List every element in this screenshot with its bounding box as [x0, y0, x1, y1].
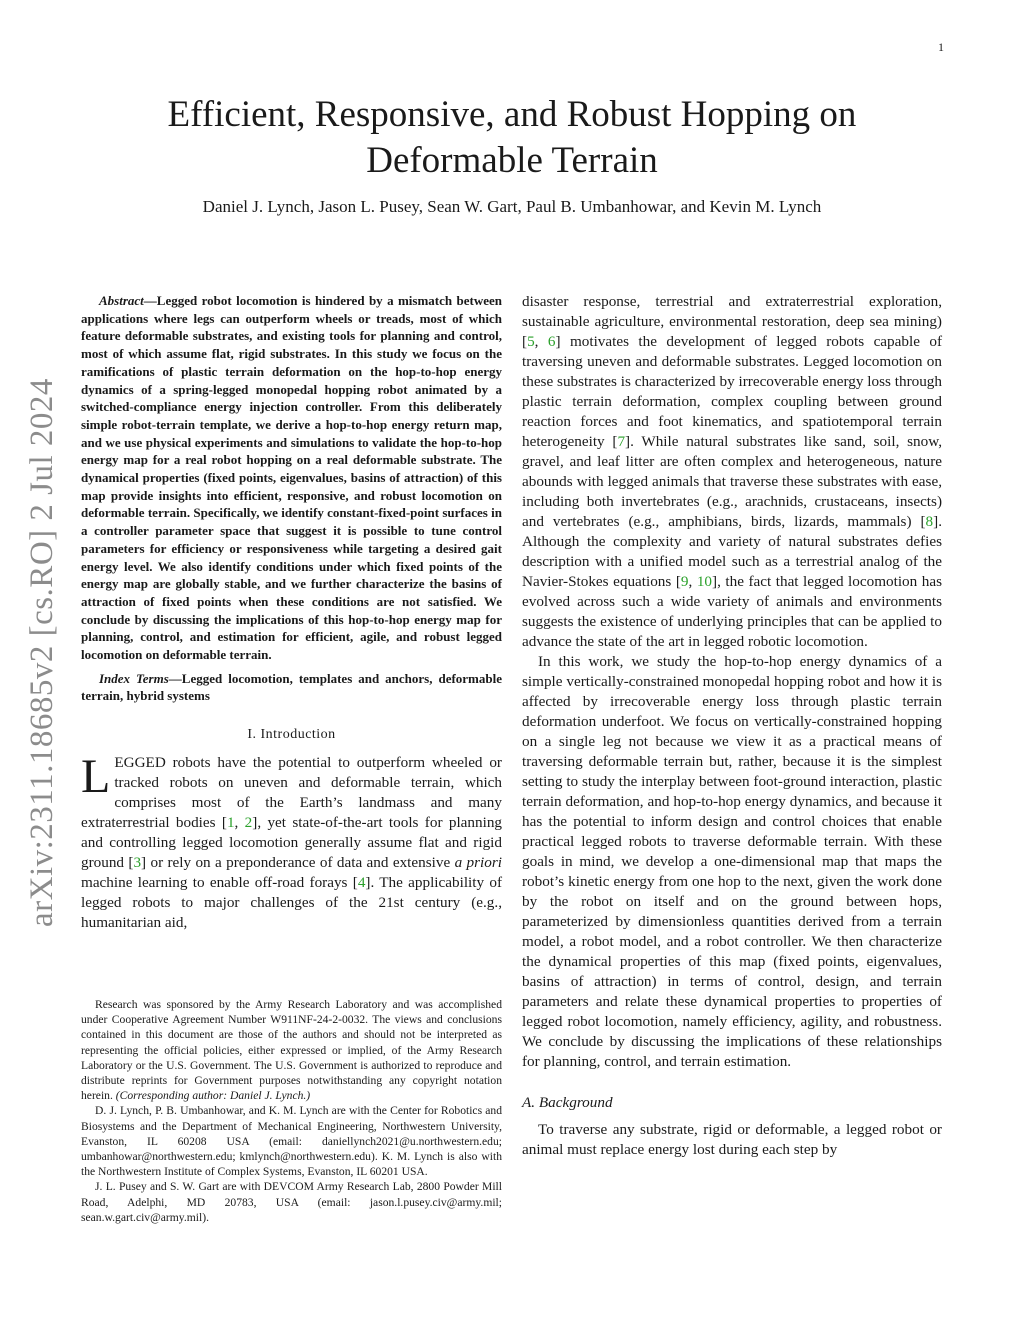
intro-text: EGGED robots have the potential to outperform wheeled or tracked robots on uneven and deformable terrain, which comprises most of the Earth’s landmass and many extraterrestrial bodies [: [81, 754, 502, 832]
abstract-text: —Legged robot locomotion is hindered by a mismatch between applications where legs can outperform wheels or treads, most of which feature deformable substrates, and existing tools for planning and control, most of which assume flat, rigid substrates. In this study we focus on the ramifications of plastic terrain deformation on the hop-to-hop energy dynamics of a spring-legged monopedal hopping robot animated by a switched-compliance energy injection controller. From this deliberately simple robot-terrain template, we derive a hop-to-hop energy return map, and we use physical experiments and simulations to validate the hop-to-hop energy map for a real robot hopping on a real deformable substrate. The dynamical properties (fixed points, eigenvalues, basins of attraction) of this map provide insights into efficient, responsive, and robust locomotion on deformable terrain. Specifically, we identify constant-fixed-point surfaces in a controller parameter space that suggest it is possible to tune control parameters for efficiency or responsiveness while targeting a desired gait energy level. We also identify conditions under which fixed points of the energy map are globally stable, and we further characterize the basins of attraction of fixed points when these conditions are not satisfied. We conclude by discussing the implications of this hop-to-hop energy map for planning, control, and estimation for efficient, agile, and robust legged locomotion on deformable terrain.: [81, 293, 502, 663]
index-terms-label: Index Terms: [99, 670, 169, 686]
intro-text: ], yet state-of-the-art tools for planning and controlling legged locomotion generally assume flat and rigid ground [: [81, 814, 503, 872]
funding-text: Research was sponsored by the Army Research Laboratory and was accomplished under Cooperative Agreement Number W911NF-24-2-0032. The views and conclusions contained in this document are those of the authors and should not be interpreted as representing the official policies, either expressed or implied, of the Army Research Laboratory or the U.S. Government. The U.S. Government is authorized to reproduce and distribute reprints for Government purposes notwithstanding any copyright notation herein.: [81, 998, 502, 1103]
index-terms-text: —Legged locomotion, templates and anchors, deformable terrain, hybrid systems: [81, 670, 503, 704]
abstract: [81, 292, 502, 664]
drop-cap: L: [81, 750, 111, 804]
body-paragraph: In this work, we study the hop-to-hop energy dynamics of a simple vertically-constrained monopedal hopping robot and how it is affected by irrecoverable energy loss through plastic terrain deformation underfoot. We focus on vertically-constrained hopping on a single leg not because we view it as a practical means of traversing deformable terrain but, rather, because it is the simplest setting to study the interplay between foot-ground interaction, plastic terrain deformation, and hop-to-hop energy dynamics, and because it has the potential to inform design and control choices that enable practical legged robots to traverse deformable terrain. With these goals in mind, we develop a one-dimensional map that maps the robot’s kinetic energy from one hop to the next, given the work done by the robot on itself and on the ground between hops, parameterized by dimensionless quantities derived from a terrain model, a robot model, and a robot controller. We then characterize the dynamical properties of this map (fixed points, eigenvalues, basins of attraction) in terms of control, design, and terrain parameters and relate these dynamical properties to properties of legged robot locomotion, namely efficiency, agility, and robustness. We conclude by discussing the implications of these relationships for planning, control, and terrain estimation.: [522, 653, 942, 1070]
intro-text: machine learning to enable off-road forays [: [81, 874, 358, 892]
citation-link[interactable]: 3: [133, 854, 142, 872]
body-text: ,: [534, 333, 548, 350]
intro-text: ] or rely on a preponderance of data and extensive: [141, 854, 455, 872]
body-text: ,: [688, 573, 697, 590]
subsection-heading-background: A. Background: [522, 1094, 613, 1111]
citation-link[interactable]: 10: [696, 573, 713, 590]
index-terms: [81, 670, 502, 705]
body-text: ] motivates the development of legged robots capable of traversing uneven and deformable substrates. Legged locomotion on these substrates is characterized by irrecoverable energy loss through plastic terrain deformation, complex coupling between ground reaction forces and foot kinematics, and spatiotemporal terrain heterogeneity [: [522, 333, 943, 450]
body-paragraph: To traverse any substrate, rigid or deformable, a legged robot or animal must replace energy lost during each step by: [522, 1121, 942, 1158]
citation-link[interactable]: 2: [244, 814, 253, 832]
citation-link[interactable]: 1: [226, 814, 235, 832]
footnotes: [81, 997, 502, 1225]
arxiv-identifier: arXiv:2311.18685v2 [cs.RO] 2 Jul 2024: [24, 378, 60, 927]
intro-italic: a priori: [454, 854, 502, 872]
body-text: ]. Although the complexity and variety of natural substrates defies description with a unified model such as a terrestrial analog of the Navier-Stokes equations [: [522, 513, 942, 590]
affiliation-footnote: J. L. Pusey and S. W. Gart are with DEVCOM Army Research Lab, 2800 Powder Mill Road, Adelphi, MD 20783, USA (email: jason.l.pusey.civ@army.mil; sean.w.gart.civ@army.mil).: [81, 1180, 502, 1224]
author-list: Daniel J. Lynch, Jason L. Pusey, Sean W. Gart, Paul B. Umbanhowar, and Kevin M. Lynch: [202, 197, 822, 216]
citation-link[interactable]: 8: [925, 513, 934, 530]
body-text: disaster response, terrestrial and extraterrestrial exploration, sustainable agriculture, environmental restoration, deep sea mining) [: [522, 293, 942, 350]
body-text: ]. While natural substrates like sand, soil, snow, gravel, and leaf litter are often complex and heterogeneous, nature abounds with legged animals that traverse these substrates with ease, including both invertebrates (e.g., arachnids, crustaceans, insects) and vertebrates (e.g., amphibians, birds, lizards, mammals) [: [522, 433, 942, 530]
paper-title: Efficient, Responsive, and Robust Hopping on Deformable Terrain: [167, 94, 857, 181]
citation-link[interactable]: 5: [527, 333, 535, 350]
body-text: ], the fact that legged locomotion has evolved across such a wide variety of animals and environments suggests the existence of underlying principles that can be applied to advance the state of the art in legged robotic locomotion.: [522, 573, 943, 650]
intro-text: ]. The applicability of legged robots to major challenges of the 21st century (e.g., humanitarian aid,: [81, 874, 502, 932]
citation-link[interactable]: 7: [617, 433, 626, 450]
right-column: [522, 292, 942, 1160]
citation-link[interactable]: 6: [547, 333, 556, 350]
abstract-label: Abstract: [99, 293, 144, 308]
funding-footnote: [81, 997, 502, 1103]
affiliation-footnote: D. J. Lynch, P. B. Umbanhowar, and K. M. Lynch are with the Center for Robotics and Biosystems and the Department of Mechanical Engineering, Northwestern University, Evanston, IL 60208 USA (email: daniellynch2021@u.northwestern.edu; umbanhowar@northwestern.edu; kmlynch@northwestern.edu). K. M. Lynch is also with the Northwestern Institute of Complex Systems, Evanston, IL 60201 USA.: [81, 1104, 502, 1179]
intro-paragraph: [81, 750, 503, 933]
body-paragraph: [522, 292, 942, 652]
section-heading-introduction: I. Introduction: [247, 727, 336, 743]
corresponding-author: (Corresponding author: Daniel J. Lynch.): [115, 1089, 311, 1103]
citation-link[interactable]: 4: [357, 874, 366, 892]
left-column: [81, 292, 502, 933]
intro-text: ,: [234, 814, 245, 832]
page-number: 1: [938, 40, 944, 54]
citation-link[interactable]: 9: [680, 573, 689, 590]
